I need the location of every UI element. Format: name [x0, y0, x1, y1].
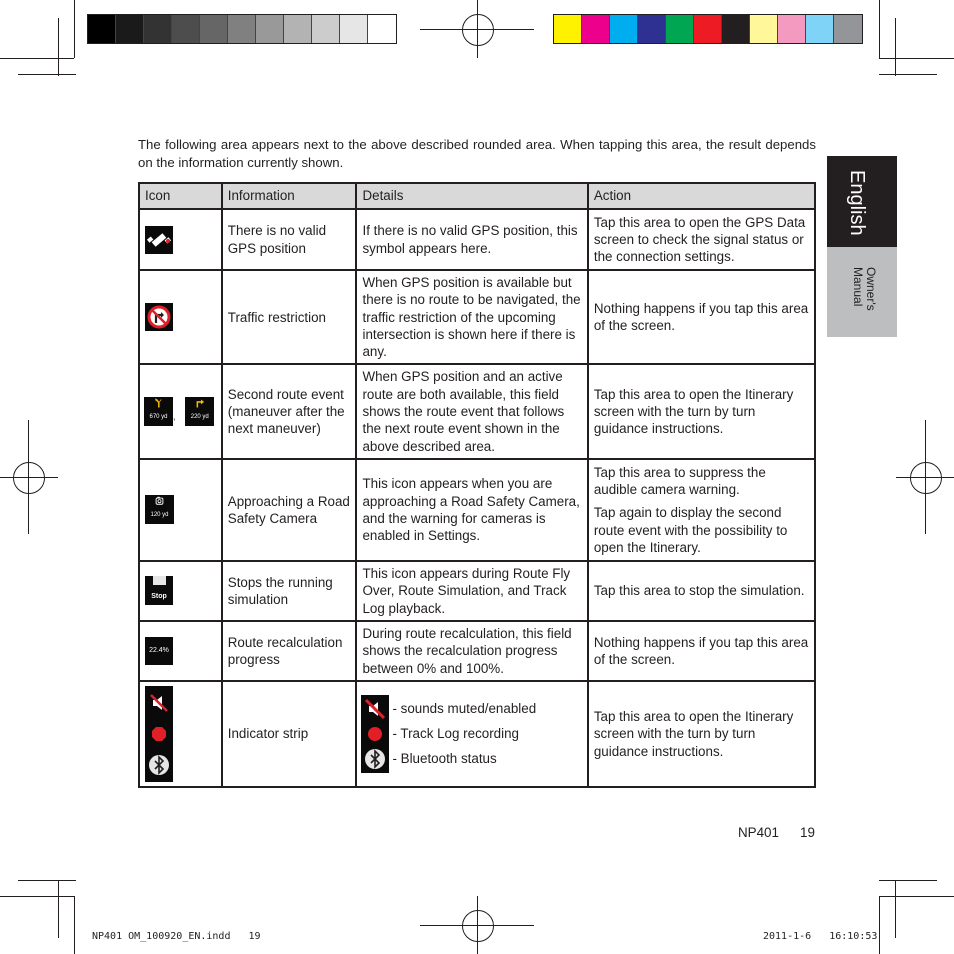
registration-mark: [477, 896, 478, 954]
language-tab: [827, 156, 897, 247]
crop-mark: [58, 880, 59, 938]
language-label: English: [846, 170, 868, 236]
color-swatch: [582, 15, 610, 43]
indicator-table: [138, 182, 816, 788]
crop-mark: [879, 896, 880, 954]
action-cell: [588, 364, 815, 458]
legend-item: [361, 722, 582, 746]
action-cell: [588, 681, 815, 787]
color-swatch: [368, 15, 396, 43]
crop-mark: [879, 0, 880, 58]
details-cell: This icon appears when you are approaching a Road Safety Camera, and the warning for cameras is enabled in Settings.: [356, 459, 587, 561]
color-swatch: [722, 15, 750, 43]
manual-tab: [827, 247, 897, 337]
color-swatch: [228, 15, 256, 43]
turn-right-maneuver-icon: [185, 397, 214, 426]
header-details: Details: [356, 183, 587, 209]
manual-label: Owner's Manual: [851, 267, 878, 311]
color-swatch: [312, 15, 340, 43]
color-swatch: [750, 15, 778, 43]
header-action: Action: [588, 183, 815, 209]
sound-muted-icon: [148, 692, 170, 714]
icon-cell: [139, 681, 222, 787]
indicator-strip-icon: [145, 686, 173, 782]
details-cell: During route recalculation, this field shows the recalculation progress between 0% and 100%.: [356, 621, 587, 681]
road-safety-camera-icon: [145, 495, 174, 524]
registration-mark: [0, 477, 58, 478]
action-text: Tap this area to open the GPS Data screen to check the signal status or the connection settings.: [593, 214, 806, 265]
color-swatch: [200, 15, 228, 43]
table-row: [139, 459, 815, 561]
details-cell: When GPS position and an active route are both available, this field shows the route event that follows the next route event shown in the above described area.: [356, 364, 587, 458]
crop-mark: [74, 0, 75, 58]
stop-label: Stop: [151, 593, 167, 601]
legend-item: [361, 696, 582, 722]
grayscale-color-bar: [87, 14, 397, 44]
print-slug-file: NP401 OM_100920_EN.indd 19: [92, 931, 261, 942]
legend-text: - sounds muted/enabled: [392, 701, 537, 717]
distance-label: 220 yd: [190, 413, 209, 420]
color-swatch: [554, 15, 582, 43]
crop-mark: [58, 18, 59, 76]
color-swatch: [666, 15, 694, 43]
action-cell: [588, 270, 815, 364]
model-label: NP401: [738, 825, 779, 840]
bluetooth-icon: [361, 745, 389, 773]
action-cell: [588, 621, 815, 681]
action-text: Nothing happens if you tap this area of the screen.: [593, 300, 809, 334]
table-row: [139, 561, 815, 621]
color-swatch: [694, 15, 722, 43]
color-swatch: [806, 15, 834, 43]
information-cell: Indicator strip: [222, 681, 357, 787]
intro-paragraph: The following area appears next to the above described rounded area. When tapping this area, the result depends on the information currently shown.: [138, 137, 816, 170]
stop-simulation-icon: [145, 576, 173, 605]
track-log-recording-icon: [151, 726, 167, 742]
color-swatch: [778, 15, 806, 43]
track-log-recording-icon: [361, 722, 389, 746]
crop-mark: [879, 896, 954, 897]
table-row: [139, 270, 815, 364]
action-text: Tap again to display the second route event with the possibility to open the Itinerary.: [593, 505, 788, 555]
crop-mark: [879, 880, 937, 881]
progress-label: 22.4%: [149, 647, 169, 655]
color-swatch: [144, 15, 172, 43]
registration-mark: [910, 462, 942, 494]
color-swatch: [340, 15, 368, 43]
color-swatch: [88, 15, 116, 43]
action-text: Tap this area to open the Itinerary screen with the turn by turn guidance instructions.: [593, 386, 794, 437]
information-cell: Approaching a Road Safety Camera: [222, 459, 357, 561]
legend-item: [361, 746, 582, 772]
information-cell: Second route event (maneuver after the next maneuver): [222, 364, 357, 458]
header-information: Information: [222, 183, 357, 209]
information-cell: Traffic restriction: [222, 270, 357, 364]
crop-mark: [879, 74, 937, 75]
crop-mark: [18, 74, 76, 75]
print-slug-timestamp: 2011-1-6 16:10:53: [763, 931, 878, 942]
details-cell: If there is no valid GPS position, this symbol appears here.: [356, 209, 587, 270]
color-swatch: [172, 15, 200, 43]
table-header-row: [139, 183, 815, 209]
crop-mark: [895, 18, 896, 76]
registration-mark: [13, 462, 45, 494]
crop-mark: [18, 880, 76, 881]
bluetooth-icon: [148, 754, 170, 776]
details-cell: When GPS position is available but there is no route to be navigated, the traffic restriction of the upcoming intersection is shown here if there is any.: [356, 270, 587, 364]
action-text: Tap this area to open the Itinerary screen with the turn by turn guidance instructions.: [593, 709, 794, 759]
traffic-restriction-icon: [145, 303, 173, 331]
information-cell: There is no valid GPS position: [222, 209, 357, 270]
distance-label: 120 yd: [150, 512, 169, 519]
color-swatch: [610, 15, 638, 43]
distance-label: 670 yd: [149, 413, 168, 420]
header-icon: Icon: [139, 183, 222, 209]
information-cell: Stops the running simulation: [222, 561, 357, 621]
information-cell: Route recalculation progress: [222, 621, 357, 681]
icon-cell: [139, 209, 222, 270]
color-swatch: [834, 15, 862, 43]
registration-mark: [462, 14, 494, 46]
color-swatch: [638, 15, 666, 43]
registration-mark: [477, 0, 478, 58]
color-swatch: [256, 15, 284, 43]
action-cell: [588, 209, 815, 270]
crop-mark: [879, 58, 954, 59]
registration-mark: [925, 420, 926, 534]
color-swatch: [284, 15, 312, 43]
action-text: Tap this area to stop the simulation.: [593, 583, 805, 599]
action-cell: [588, 459, 815, 561]
table-row: [139, 621, 815, 681]
legend-text: - Bluetooth status: [392, 751, 497, 767]
table-row: [139, 209, 815, 270]
keep-left-maneuver-icon: [144, 397, 173, 426]
crop-mark: [895, 880, 896, 938]
crop-mark: [0, 58, 74, 59]
details-cell: This icon appears during Route Fly Over, Route Simulation, and Track Log playback.: [356, 561, 587, 621]
details-cell: [356, 681, 587, 787]
action-cell: [588, 561, 815, 621]
action-text: Nothing happens if you tap this area of the screen.: [593, 634, 809, 667]
process-color-bar: [553, 14, 863, 44]
color-swatch: [116, 15, 144, 43]
icon-cell: [139, 621, 222, 681]
icon-cell: [139, 459, 222, 561]
registration-mark: [28, 420, 29, 534]
icon-cell: 670 yd , 220 yd: [139, 364, 222, 458]
recalculation-progress-icon: [145, 637, 173, 665]
legend-text: - Track Log recording: [392, 726, 519, 742]
action-text: Tap this area to suppress the audible camera warning.: [593, 464, 766, 498]
table-row: [139, 364, 815, 458]
crop-mark: [0, 896, 74, 897]
no-gps-icon: [145, 226, 173, 254]
page-number: 19: [800, 825, 815, 840]
sound-muted-icon: [361, 695, 389, 723]
registration-mark: [462, 910, 494, 942]
crop-mark: [74, 896, 75, 954]
table-row: [139, 681, 815, 787]
icon-cell: [139, 270, 222, 364]
icon-cell: [139, 561, 222, 621]
